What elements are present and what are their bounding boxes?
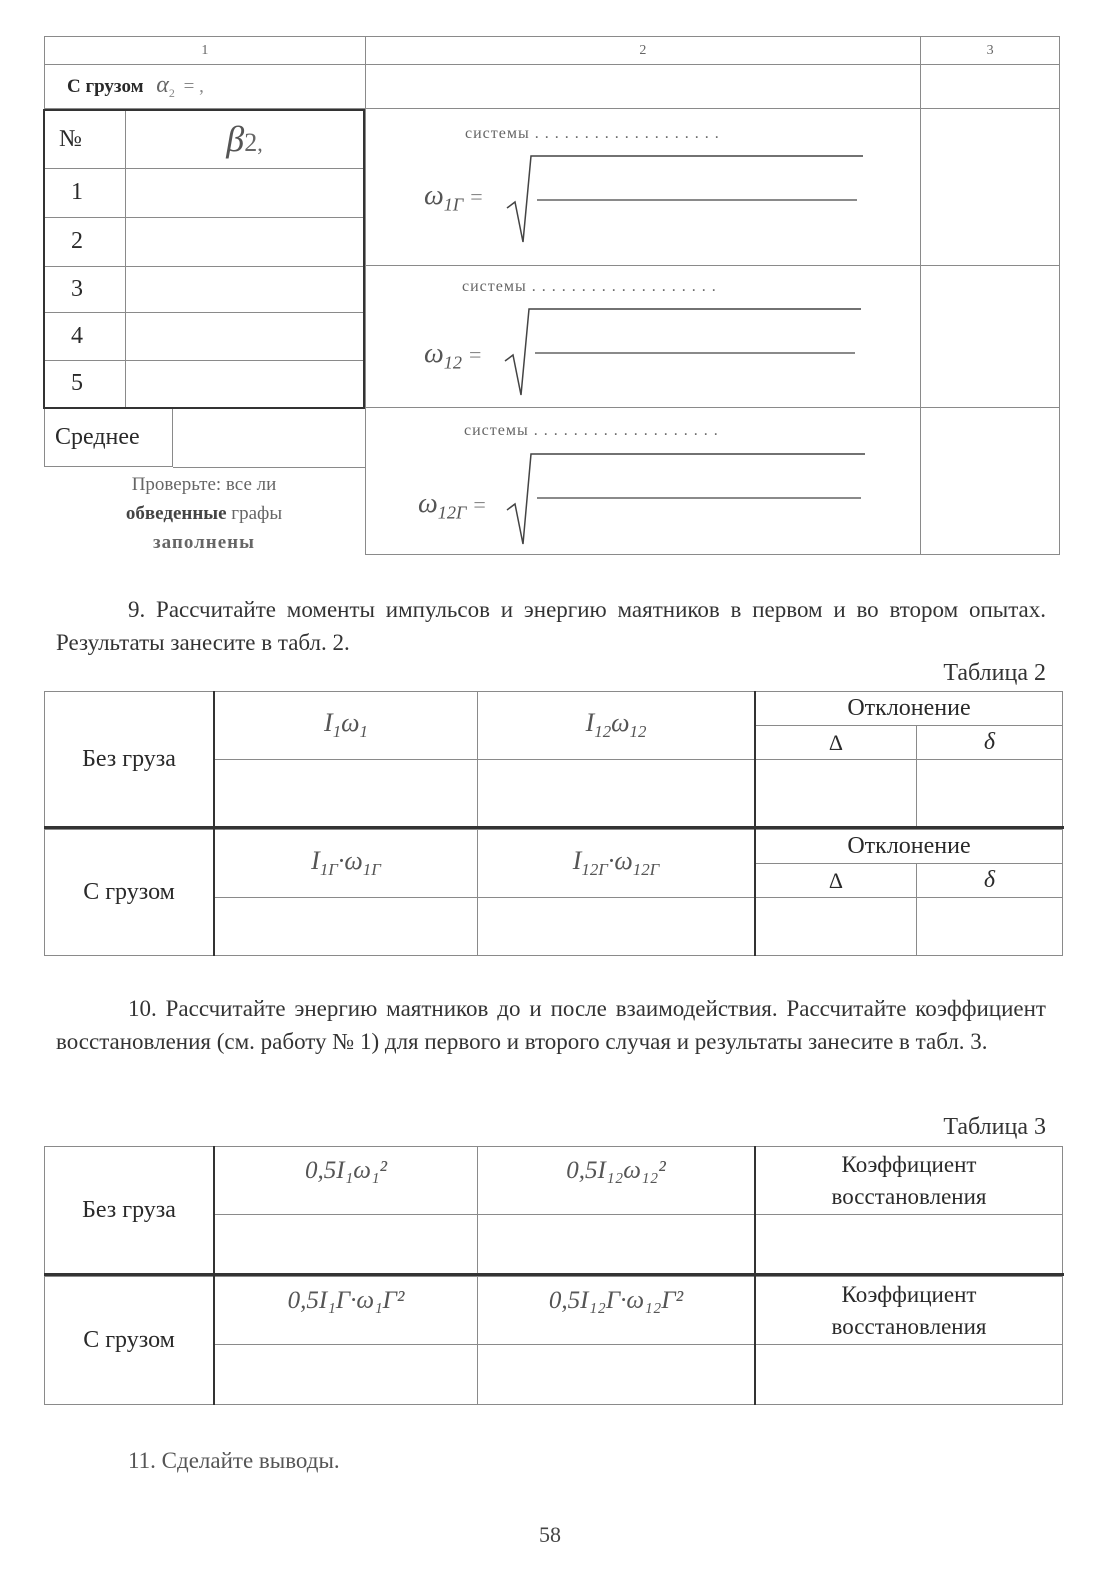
average-label: Среднее xyxy=(44,409,173,467)
beta-sub: 2 xyxy=(244,128,258,158)
coef-header: Коэффициент восстановления xyxy=(755,1147,1063,1215)
systems-label-3: системы . . . . . . . . . . . . . . . . . . . xyxy=(464,422,719,439)
deviation-header: Отклонение xyxy=(755,692,1063,726)
omega-2-formula xyxy=(424,338,481,374)
check-text-bold: обведенные xyxy=(125,503,227,524)
delta-rel: δ xyxy=(917,864,1063,898)
header-I1w1: $I_1\omega_1$ xyxy=(214,692,478,760)
with-load-label: С грузом xyxy=(45,830,215,956)
no-load-label: Без груза xyxy=(45,692,215,828)
paragraph-11: 11. Сделайте выводы. xyxy=(128,1448,340,1473)
loaded-header-cell xyxy=(45,65,366,109)
loaded-header: С грузом xyxy=(67,76,144,98)
no-label: № xyxy=(44,110,126,168)
no-load-label: Без груза xyxy=(45,1147,215,1275)
beta-tail: , xyxy=(257,131,263,157)
energy-3: 0,5I₁Г·ω₁Г² xyxy=(214,1277,478,1345)
coef-header: Коэффициент восстановления xyxy=(755,1277,1063,1345)
sqrt-sign-2 xyxy=(503,303,863,398)
col-number-3: 3 xyxy=(921,37,1060,65)
check-text-1: Проверьте: все ли xyxy=(131,474,277,495)
check-text-3: заполнены xyxy=(153,532,255,553)
delta-abs: Δ xyxy=(755,864,917,898)
energy-1: 0,5I₁ω₁² xyxy=(214,1147,478,1215)
row-number: 1 xyxy=(44,168,126,217)
paragraph-10: 10. Рассчитайте энергию маятников до и после взаимодействия. Рассчитайте коэффициент восстановления (см. работу № 1) для первого и второго случая и результаты занесите в табл. 3. xyxy=(56,996,1046,1054)
omega-2-symbol: ω xyxy=(424,338,444,369)
header-I12w12: $I_{12}\omega_{12}$ xyxy=(478,692,756,760)
alpha-sub: 2 xyxy=(168,85,175,100)
omega-1-symbol: ω xyxy=(424,180,444,211)
omega-2-sub: 12 xyxy=(443,352,462,373)
header-I12G-w12G: $I_{12Г}\cdot\omega_{12Г}$ xyxy=(478,830,756,898)
alpha-symbol: α xyxy=(156,72,169,99)
delta-abs: Δ xyxy=(755,726,917,760)
deviation-header: Отклонение xyxy=(755,830,1063,864)
check-text-2: графы xyxy=(231,503,283,524)
omega-3-formula xyxy=(418,488,486,524)
beta-symbol: β xyxy=(226,119,245,160)
energy-2: 0,5I₁₂ω₁₂² xyxy=(478,1147,756,1215)
energy-4: 0,5I₁₂Г·ω₁₂Г² xyxy=(478,1277,756,1345)
page-number: 58 xyxy=(539,1522,561,1547)
omega-2-eq: = xyxy=(468,342,482,367)
row-number: 4 xyxy=(44,312,126,360)
systems-label-2: системы . . . . . . . . . . . . . . . . . . . xyxy=(462,278,717,295)
sqrt-sign-3 xyxy=(505,448,867,548)
paragraph-9: 9. Рассчитайте моменты импульсов и энергию маятников в первом и во втором опытах. Результаты занесите в табл. 2. xyxy=(56,597,1046,655)
systems-label-1: системы . . . . . . . . . . . . . . . . . . . xyxy=(465,125,720,142)
col-number-2: 2 xyxy=(365,37,920,65)
check-note xyxy=(44,470,364,557)
header-I1G-w1G: $I_{1Г}\cdot\omega_{1Г}$ xyxy=(214,830,478,898)
omega-1-formula xyxy=(424,180,483,216)
col-number-1: 1 xyxy=(45,37,366,65)
table-3-caption: Таблица 3 xyxy=(943,1114,1046,1140)
beta-header xyxy=(126,110,365,168)
measurement-table xyxy=(43,109,365,409)
omega-1-eq: = xyxy=(470,184,483,209)
delta-rel: δ xyxy=(917,726,1063,760)
omega-1-sub: 1Г xyxy=(443,194,464,215)
row-number: 5 xyxy=(44,360,126,408)
sqrt-sign-1 xyxy=(505,150,865,245)
omega-3-eq: = xyxy=(473,492,486,517)
row-number: 2 xyxy=(44,217,126,266)
table-2-caption: Таблица 2 xyxy=(943,660,1046,686)
row-number: 3 xyxy=(44,266,126,312)
omega-3-symbol: ω xyxy=(418,488,438,519)
omega-3-sub: 12Г xyxy=(437,502,467,523)
with-load-label: С грузом xyxy=(45,1277,215,1405)
alpha-tail: = , xyxy=(183,76,204,98)
